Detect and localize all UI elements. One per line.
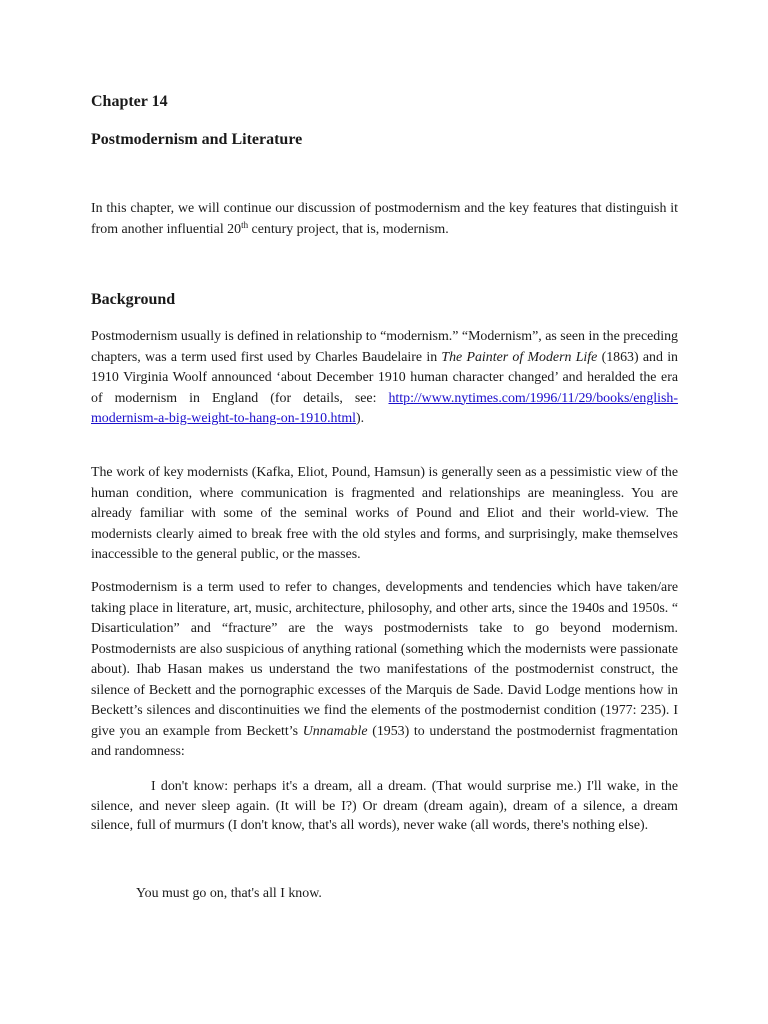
paragraph-1 [91, 327, 678, 430]
chapter-title: Postmodernism and Literature [91, 131, 303, 148]
chapter-label: Chapter 14 [91, 93, 168, 110]
paragraph-2: The work of key modernists (Kafka, Eliot, Pound, Hamsun) is generally seen as a pessimistic view of the human condition, where communication is fragmented and relationships are meaningless. You are already familiar with some of the seminal works of Pound and Eliot and their world-view. The modernists clearly aimed to break free with the old styles and forms, and surprisingly, make themselves inaccessible to the general public, or the masses. [91, 465, 678, 562]
intro-superscript: th [241, 219, 249, 230]
block-quote: I don't know: perhaps it's a dream, all a dream. (That would surprise me.) I'll wake, in the silence, and never sleep again. (It will be I?) Or dream (dream again), dream of a silence, a dream silence, full of murmurs (I don't know, that's all words), never wake (all words, there's nothing else). [91, 779, 678, 833]
intro-text-before: In this chapter, we will continue our discussion of postmodernism and the key features that distinguish it from another influential 20 [91, 201, 678, 237]
intro-text-after: century project, that is, modernism. [248, 221, 449, 237]
paragraph-3 [91, 578, 678, 763]
closing-quote: You must go on, that's all I know. [136, 886, 322, 901]
paragraph-3-text-a: Postmodernism is a term used to refer to changes, developments and tendencies which have taken/are taking place in literature, art, music, architecture, philosophy, and other arts, since the 1940s and 1950s. “ Disarticulation” and “fracture” are the ways postmodernists take to go beyond modernism. Postmodernists are also suspicious of anything rational (something which the modernists were passionate about). Ihab Hasan makes us understand the two manifestations of the postmodernist construct, the silence of Beckett and the pornographic excesses of the Marquis de Sade. David Lodge mentions how in Beckett’s silences and discontinuities we find the elements of the postmodernist condition (1977: 235). I give you an example from Beckett’s [91, 580, 678, 739]
painter-title: The Painter of Modern Life [441, 349, 598, 365]
intro-paragraph [91, 199, 678, 240]
paragraph-1-text-c: ). [356, 411, 365, 426]
paragraph-3-text-b: (1953) to understand the postmodernist fragmentation and randomness: [91, 723, 678, 759]
unnamable-title: Unnamable [302, 723, 368, 739]
paragraph-1-text-a: Postmodernism usually is defined in relationship to “modernism.” “Modernism”, as seen in the preceding chapters, was a term used first used by Charles Baudelaire in [91, 329, 678, 365]
nytimes-link[interactable]: http://www.nytimes.com/1996/11/29/books/english-modernism-a-big-weight-to-hang-on-1910.html [91, 390, 678, 426]
paragraph-1-text-b: (1863) and in 1910 Virginia Woolf announced ‘about December 1910 human character changed’ and heralded the era of modernism in England (for details, see: [91, 349, 678, 406]
section-heading: Background [91, 291, 176, 308]
